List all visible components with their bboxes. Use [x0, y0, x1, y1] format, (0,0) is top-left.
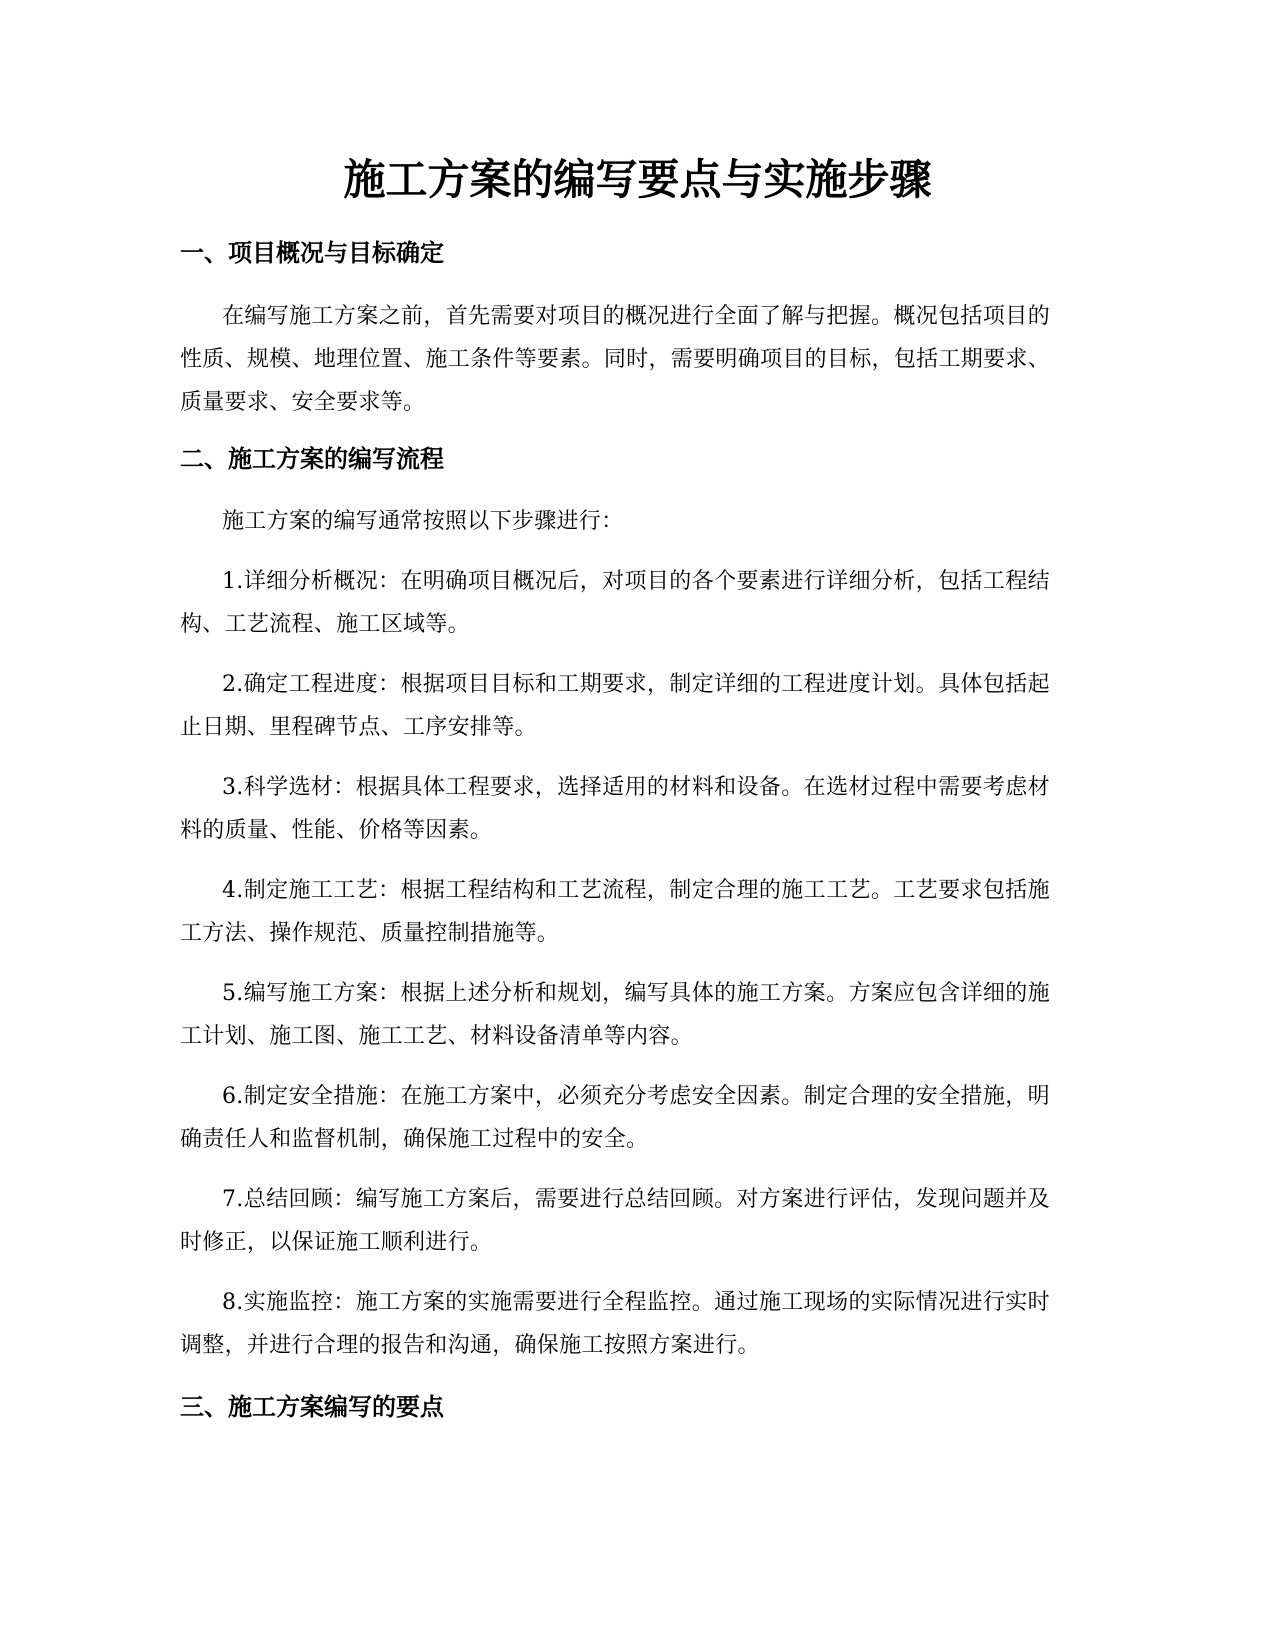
document-title: 施工方案的编写要点与实施步骤: [343, 155, 932, 204]
section-heading-1: 一、项目概况与目标确定: [180, 239, 444, 267]
list-item-3: 3.科学选材：根据具体工程要求，选择适用的材料和设备。在选材过程中需要考虑材料的质量、性能、价格等因素。: [180, 775, 1050, 843]
paragraph: 施工方案的编写通常按照以下步骤进行：: [222, 509, 624, 534]
list-item-6: 6.制定安全措施：在施工方案中，必须充分考虑安全因素。制定合理的安全措施，明确责任人和监督机制，确保施工过程中的安全。: [180, 1084, 1050, 1152]
section-heading-3: 三、施工方案编写的要点: [180, 1393, 444, 1421]
list-item-5: 5.编写施工方案：根据上述分析和规划，编写具体的施工方案。方案应包含详细的施工计划、施工图、施工工艺、材料设备清单等内容。: [180, 981, 1050, 1049]
list-item-4: 4.制定施工工艺：根据工程结构和工艺流程，制定合理的施工工艺。工艺要求包括施工方法、操作规范、质量控制措施等。: [180, 878, 1050, 946]
section-heading-2: 二、施工方案的编写流程: [180, 445, 444, 473]
list-item-7: 7.总结回顾：编写施工方案后，需要进行总结回顾。对方案进行评估，发现问题并及时修正，以保证施工顺利进行。: [180, 1187, 1050, 1255]
list-item-1: 1.详细分析概况：在明确项目概况后，对项目的各个要素进行详细分析，包括工程结构、工艺流程、施工区域等。: [180, 569, 1050, 637]
paragraph: 在编写施工方案之前，首先需要对项目的概况进行全面了解与把握。概况包括项目的性质、规模、地理位置、施工条件等要素。同时，需要明确项目的目标，包括工期要求、质量要求、安全要求等。: [180, 304, 1050, 415]
list-item-8: 8.实施监控：施工方案的实施需要进行全程监控。通过施工现场的实际情况进行实时调整，并进行合理的报告和沟通，确保施工按照方案进行。: [180, 1290, 1050, 1358]
list-item-2: 2.确定工程进度：根据项目目标和工期要求，制定详细的工程进度计划。具体包括起止日期、里程碑节点、工序安排等。: [180, 672, 1050, 740]
